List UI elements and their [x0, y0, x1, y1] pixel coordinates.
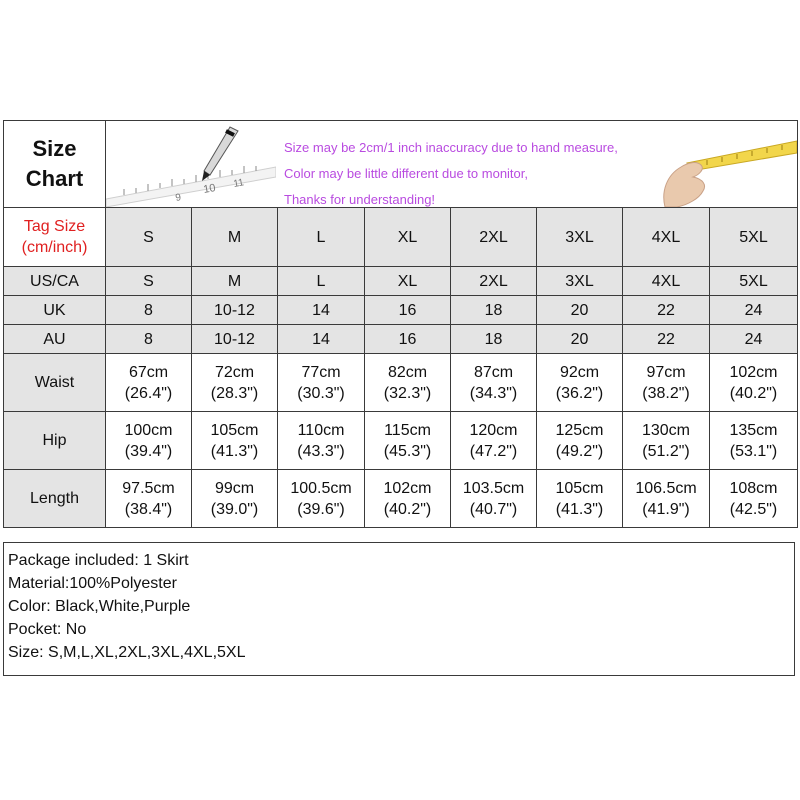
info-color: Color: Black,White,Purple — [8, 598, 191, 615]
row-label-uk: UK — [4, 296, 106, 325]
table-cell — [106, 412, 192, 470]
table-cell — [451, 412, 537, 470]
chart-title — [4, 121, 106, 208]
table-cell — [710, 470, 798, 528]
inch-value: (39.4") — [124, 442, 173, 460]
cm-value: 105cm — [210, 421, 259, 439]
inch-value: (41.3") — [210, 442, 259, 460]
table-cell — [365, 412, 451, 470]
ruler-number-10: 10 — [202, 182, 217, 196]
notice-banner — [106, 121, 797, 207]
inch-value: (45.3") — [383, 442, 432, 460]
inch-value: (43.3") — [297, 442, 345, 460]
size-header: XL — [365, 208, 451, 267]
table-cell — [710, 354, 798, 412]
info-pocket: Pocket: No — [8, 621, 87, 638]
cm-value: 97.5cm — [122, 479, 175, 497]
table-cell — [192, 470, 278, 528]
size-header: 2XL — [451, 208, 537, 267]
inch-value: (28.3") — [210, 384, 259, 402]
size-header: L — [278, 208, 365, 267]
ruler-number-9: 9 — [174, 192, 182, 204]
table-cell — [278, 412, 365, 470]
cm-value: 108cm — [729, 479, 778, 497]
tag-size-row — [4, 208, 798, 267]
table-cell — [623, 470, 710, 528]
table-cell: 8 — [106, 325, 192, 354]
table-cell: 24 — [710, 325, 798, 354]
table-cell: 10-12 — [192, 325, 278, 354]
inch-value: (38.4") — [124, 500, 173, 518]
info-material: Material:100%Polyester — [8, 575, 177, 592]
table-cell: L — [278, 267, 365, 296]
cm-value: 92cm — [559, 363, 600, 381]
row-label-hip: Hip — [4, 412, 106, 470]
cm-value: 99cm — [214, 479, 255, 497]
size-header: 3XL — [537, 208, 623, 267]
table-cell — [106, 470, 192, 528]
table-cell: 20 — [537, 296, 623, 325]
inch-value: (40.2") — [729, 384, 778, 402]
size-header: 4XL — [623, 208, 710, 267]
table-cell: 22 — [623, 325, 710, 354]
row-label-length: Length — [4, 470, 106, 528]
info-size: Size: S,M,L,XL,2XL,3XL,4XL,5XL — [8, 644, 246, 661]
cm-value: 130cm — [641, 421, 691, 439]
table-cell — [710, 412, 798, 470]
inch-value: (47.2") — [469, 442, 518, 460]
cm-value: 100.5cm — [290, 479, 352, 497]
table-cell: 18 — [451, 325, 537, 354]
table-cell: M — [192, 267, 278, 296]
inch-value: (34.3") — [469, 384, 518, 402]
cm-value: 115cm — [384, 421, 431, 439]
notice-line-3: Thanks for understanding! — [284, 192, 436, 207]
table-row — [4, 296, 798, 325]
table-row — [4, 354, 798, 412]
cm-value: 125cm — [555, 421, 604, 439]
inch-value: (36.2") — [555, 384, 604, 402]
cm-value: 82cm — [387, 363, 428, 381]
ruler-number-11: 11 — [232, 177, 245, 190]
cm-value: 102cm — [383, 479, 432, 497]
inch-value: (40.2") — [383, 500, 432, 518]
row-label-us-ca: US/CA — [4, 267, 106, 296]
cm-value: 87cm — [473, 363, 514, 381]
cm-value: 102cm — [729, 363, 778, 381]
product-info-box — [3, 542, 795, 676]
inch-value: (39.0") — [210, 500, 259, 518]
table-cell — [365, 470, 451, 528]
table-cell — [365, 354, 451, 412]
tag-size-label-text: Tag Size (cm/inch) — [21, 218, 88, 256]
table-cell: 18 — [451, 296, 537, 325]
table-cell — [451, 354, 537, 412]
table-cell: 20 — [537, 325, 623, 354]
table-cell — [106, 354, 192, 412]
table-cell: 16 — [365, 325, 451, 354]
table-cell: 16 — [365, 296, 451, 325]
inch-value: (38.2") — [642, 384, 690, 402]
table-cell: 22 — [623, 296, 710, 325]
table-cell: S — [106, 267, 192, 296]
notice-line-2: Color may be little different due to monitor, — [284, 166, 528, 181]
tag-size-label — [4, 208, 106, 267]
table-cell: 2XL — [451, 267, 537, 296]
inch-value: (30.3") — [297, 384, 345, 402]
table-cell: 14 — [278, 325, 365, 354]
cm-value: 135cm — [729, 421, 778, 439]
table-cell: 3XL — [537, 267, 623, 296]
size-header: M — [192, 208, 278, 267]
table-cell — [623, 412, 710, 470]
inch-value: (42.5") — [729, 500, 778, 518]
table-cell — [278, 354, 365, 412]
table-cell: 8 — [106, 296, 192, 325]
cm-value: 97cm — [646, 363, 686, 381]
ruler-pencil-icon — [106, 121, 276, 207]
size-header: 5XL — [710, 208, 798, 267]
inch-value: (40.7") — [469, 500, 518, 518]
table-cell: XL — [365, 267, 451, 296]
table-cell — [537, 412, 623, 470]
inch-value: (32.3") — [383, 384, 432, 402]
table-cell — [451, 470, 537, 528]
table-cell: 14 — [278, 296, 365, 325]
table-cell — [192, 354, 278, 412]
inch-value: (41.9") — [642, 500, 690, 518]
table-cell: 24 — [710, 296, 798, 325]
cm-value: 110cm — [297, 421, 345, 439]
inch-value: (26.4") — [124, 384, 173, 402]
cm-value: 120cm — [469, 421, 518, 439]
table-row — [4, 267, 798, 296]
table-row — [4, 325, 798, 354]
table-cell: 5XL — [710, 267, 798, 296]
chart-title-text: Size Chart — [25, 136, 84, 191]
table-cell — [537, 354, 623, 412]
cm-value: 106.5cm — [635, 479, 697, 497]
table-cell — [192, 412, 278, 470]
table-cell: 10-12 — [192, 296, 278, 325]
cm-value: 67cm — [128, 363, 169, 381]
cm-value: 100cm — [124, 421, 173, 439]
banner-cell — [106, 121, 798, 208]
inch-value: (39.6") — [297, 500, 345, 518]
row-label-waist: Waist — [4, 354, 106, 412]
inch-value: (49.2") — [555, 442, 604, 460]
size-header: S — [106, 208, 192, 267]
cm-value: 77cm — [301, 363, 341, 381]
inch-value: (41.3") — [555, 500, 604, 518]
row-label-au: AU — [4, 325, 106, 354]
size-chart-table — [3, 120, 797, 528]
cm-value: 103.5cm — [462, 479, 525, 497]
info-package: Package included: 1 Skirt — [8, 552, 189, 569]
cm-value: 105cm — [555, 479, 604, 497]
table-cell — [278, 470, 365, 528]
hand-tape-measure-icon — [647, 121, 797, 207]
table-row — [4, 470, 798, 528]
inch-value: (51.2") — [642, 442, 690, 460]
inch-value: (53.1") — [729, 442, 778, 460]
table-cell: 4XL — [623, 267, 710, 296]
notice-line-1: Size may be 2cm/1 inch inaccuracy due to hand measure, — [284, 140, 618, 155]
notice-text — [284, 135, 618, 207]
table-row — [4, 412, 798, 470]
table-cell — [623, 354, 710, 412]
cm-value: 72cm — [214, 363, 255, 381]
table-cell — [537, 470, 623, 528]
